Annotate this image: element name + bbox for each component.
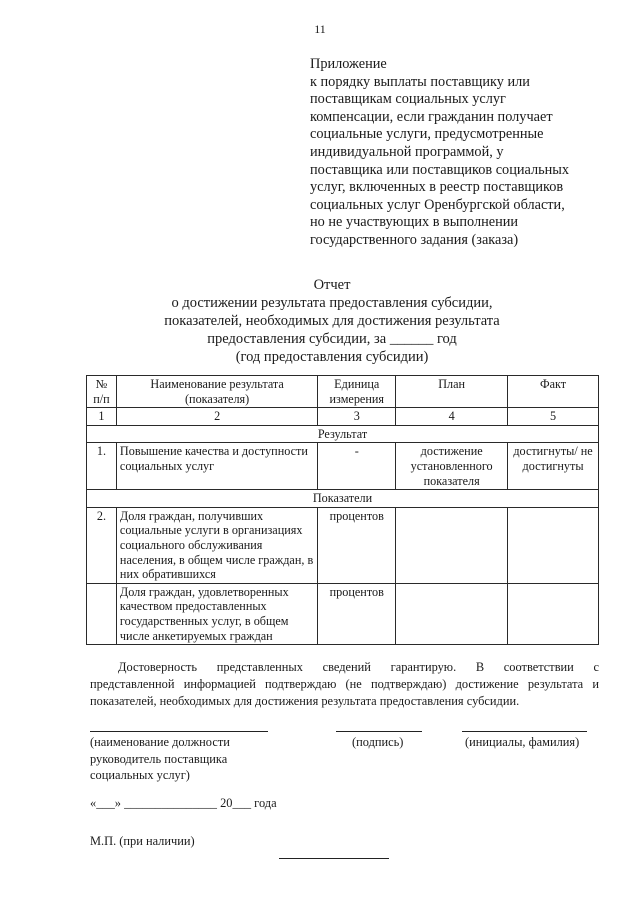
row-unit: процентов — [318, 583, 396, 644]
section-indicators-label: Показатели — [87, 490, 599, 508]
table-row — [87, 443, 599, 490]
statement-line: Достоверность представленных сведений гарантирую. В соответствии с — [118, 660, 599, 674]
report-title-line: о достижении результата предоставления субсидии, — [171, 295, 493, 311]
report-title — [0, 276, 640, 366]
column-number-row — [87, 408, 599, 426]
report-table — [86, 375, 599, 645]
row-number: 1. — [87, 443, 117, 490]
report-title-word: Отчет — [313, 277, 351, 293]
header-number: № п/п — [87, 376, 117, 408]
page-number: 11 — [314, 22, 326, 36]
appendix-line: социальных услуг Оренбургской области, — [310, 196, 565, 213]
statement-paragraph — [90, 659, 599, 710]
section-row-indicators — [87, 490, 599, 508]
appendix-line: государственного задания (заказа) — [310, 231, 519, 248]
row-plan — [396, 507, 508, 583]
appendix-line: поставщика или поставщиков социальных — [310, 161, 570, 178]
appendix-line: индивидуальной программой, у — [310, 143, 504, 160]
col-number: 3 — [318, 408, 396, 426]
appendix-line: компенсации, если гражданин получает — [310, 108, 553, 125]
signature-caption: (подпись) — [352, 735, 404, 749]
header-plan: План — [396, 376, 508, 408]
row-plan: достижение установленного показателя — [396, 443, 508, 490]
report-title-line: предоставления субсидии, за ______ год — [207, 331, 457, 347]
name-line — [462, 731, 587, 732]
header-name: Наименование результата (показателя) — [116, 376, 317, 408]
row-name: Повышение качества и доступности социальных услуг — [116, 443, 317, 490]
row-plan — [396, 583, 508, 644]
row-name: Доля граждан, удовлетворенных качеством предоставленных государственных услуг, в общем числе анкетируемых граждан — [116, 583, 317, 644]
appendix-line: услуг, включенных в реестр поставщиков — [310, 179, 564, 196]
section-result-label: Результат — [87, 425, 599, 443]
name-caption: (инициалы, фамилия) — [465, 735, 580, 749]
table-row — [87, 583, 599, 644]
appendix-line: поставщикам социальных услуг — [310, 91, 506, 108]
row-unit: процентов — [318, 507, 396, 583]
col-number: 1 — [87, 408, 117, 426]
col-number: 5 — [508, 408, 599, 426]
position-caption-line: социальных услуг) — [90, 768, 190, 782]
report-title-line: (год предоставления субсидии) — [235, 349, 429, 365]
position-caption-line: руководитель поставщика — [90, 751, 228, 766]
row-name: Доля граждан, получивших социальные услуги в организациях социального обслуживания населения, в общем числе граждан, в них обратившихся — [116, 507, 317, 583]
row-unit: - — [318, 443, 396, 490]
table-header-row — [87, 376, 599, 408]
table-row — [87, 507, 599, 583]
report-title-line: показателей, необходимых для достижения результата — [164, 313, 500, 329]
appendix-line: но не участвующих в выполнении — [310, 214, 519, 231]
col-number: 4 — [396, 408, 508, 426]
signature-line — [336, 731, 422, 732]
appendix-line: к порядку выплаты поставщику или — [310, 73, 530, 90]
row-number: 2. — [87, 507, 117, 583]
bottom-rule — [279, 858, 389, 859]
row-fact: достигнуты/ не достигнуты — [508, 443, 599, 490]
row-number — [87, 583, 117, 644]
position-caption-line: (наименование должности — [90, 735, 230, 749]
position-line — [90, 731, 268, 732]
row-fact — [508, 583, 599, 644]
position-caption — [90, 734, 230, 784]
section-row-result — [87, 425, 599, 443]
appendix-heading: Приложение — [310, 56, 387, 72]
statement-line: показателей, необходимых для достижения результата предоставления субсидии. — [90, 694, 520, 708]
stamp-note: М.П. (при наличии) — [90, 834, 195, 848]
header-unit: Единица измерения — [318, 376, 396, 408]
appendix-line: социальные услуги, предусмотренные — [310, 126, 544, 143]
date-line: «___» _______________ 20___ года — [90, 796, 277, 810]
statement-line: представленной информацией подтверждаю (не подтверждаю) достижение результата и — [90, 677, 599, 691]
row-fact — [508, 507, 599, 583]
header-fact: Факт — [508, 376, 599, 408]
col-number: 2 — [116, 408, 317, 426]
appendix-block — [310, 56, 610, 250]
